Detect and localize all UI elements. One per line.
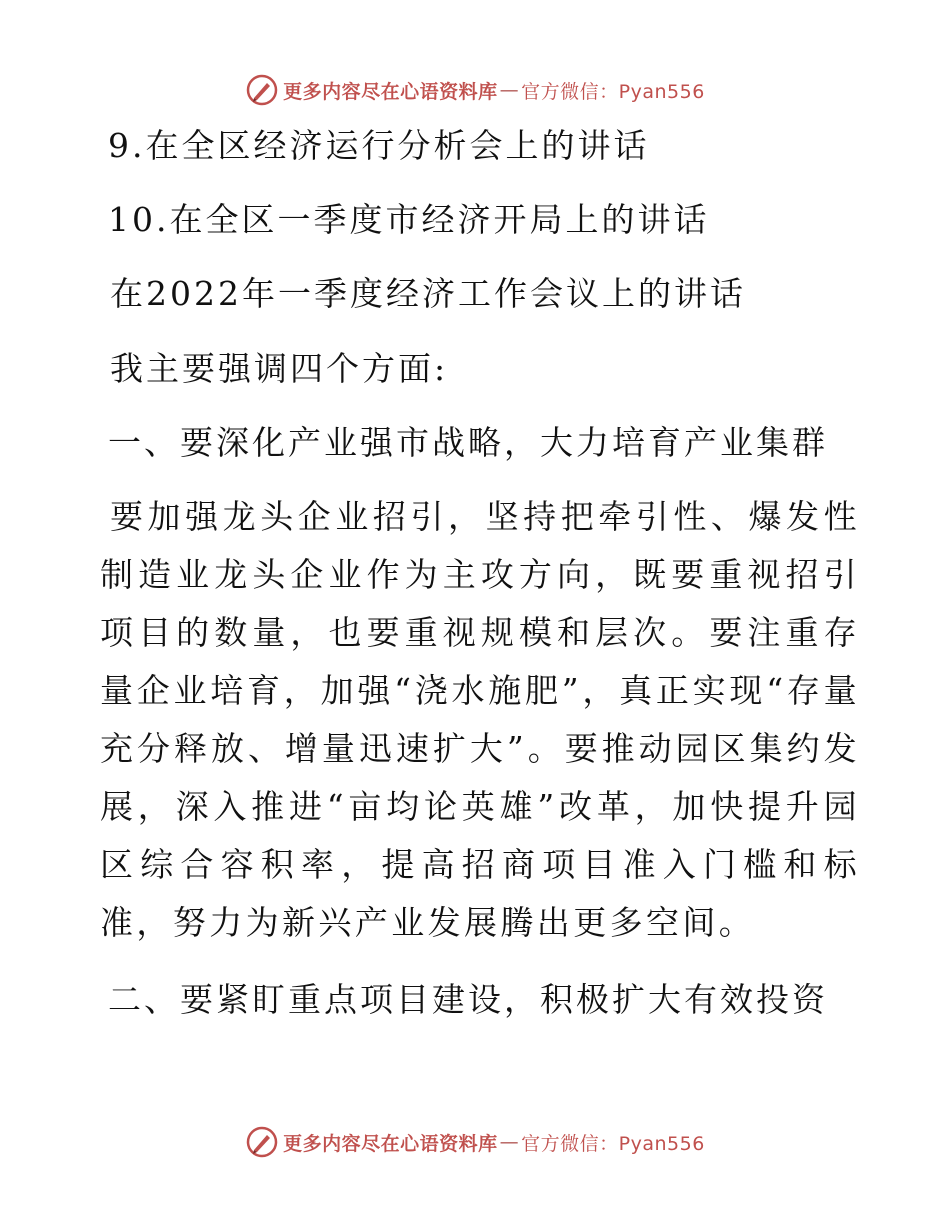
watermark-text: 更多内容尽在心语资料库 (283, 1132, 498, 1155)
watermark-text: 更多内容尽在心语资料库 (283, 80, 498, 103)
section-heading-2: 二、要紧盯重点项目建设，积极扩大有效投资 (108, 980, 828, 1019)
pen-logo-icon (245, 73, 279, 107)
watermark-wechat: 官方微信：Pyan556 (521, 80, 705, 103)
list-item-9: 9.在全区经济运行分析会上的讲话 (108, 126, 650, 165)
intro-text: 我主要强调四个方面: (110, 349, 449, 388)
watermark-wechat: 官方微信：Pyan556 (521, 1132, 705, 1155)
list-item-10: 10.在全区一季度市经济开局上的讲话 (108, 200, 710, 239)
pen-logo-icon (245, 1125, 279, 1159)
footer-watermark (0, 1122, 950, 1162)
section-1-paragraph: 要加强龙头企业招引，坚持把牵引性、爆发性制造业龙头企业作为主攻方向，既要重视招引项目的数量，也要重视规模和层次。要注重存量企业培育，加强“浇水施肥”，真正实现“存量充分释放、增量迅速扩大”。要推动园区集约发展，深入推进“亩均论英雄”改革，加快提升园区综合容积率，提高招商项目准入门槛和标准，努力为新兴产业发展腾出更多空间。 (100, 497, 860, 942)
watermark-separator: — (499, 1131, 520, 1153)
watermark-separator: — (499, 79, 520, 101)
section-heading-1: 一、要深化产业强市战略，大力培育产业集群 (108, 423, 828, 462)
header-watermark (0, 70, 950, 110)
speech-title: 在2022年一季度经济工作会议上的讲话 (110, 274, 746, 313)
